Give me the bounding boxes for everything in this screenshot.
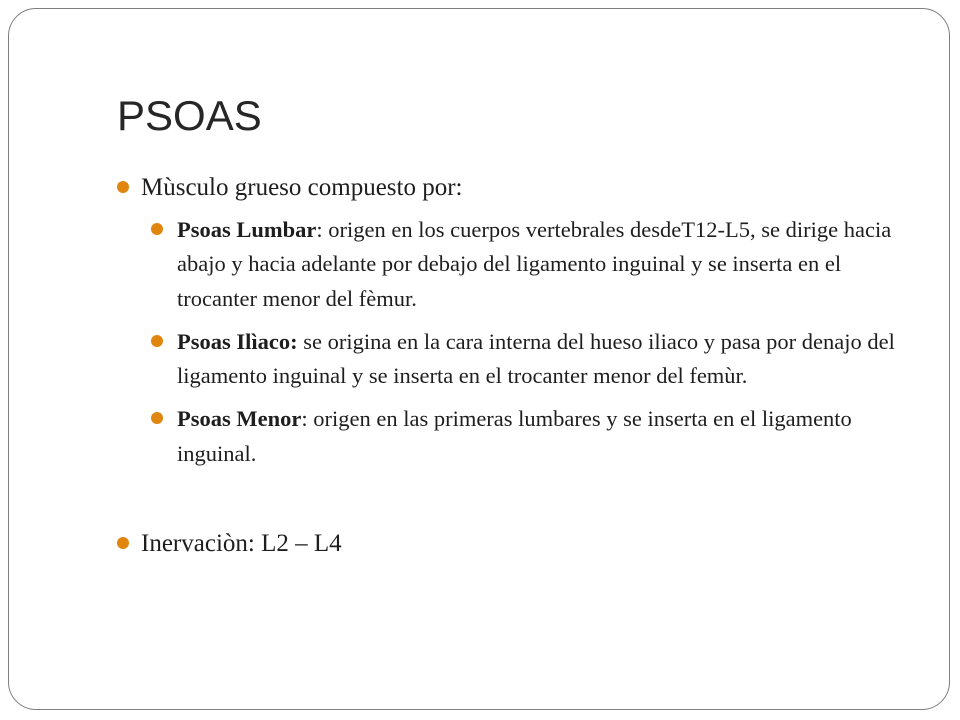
bullet-dot-icon xyxy=(117,537,129,549)
bullet-dot-icon xyxy=(151,223,163,235)
bullet-psoas-lumbar xyxy=(117,213,907,317)
bullet-psoas-iliaco xyxy=(117,325,907,394)
psoas-menor-term: Psoas Menor xyxy=(177,405,302,431)
psoas-menor-text: : origen en las primeras lumbares y se inserta en el ligamento inguinal. xyxy=(177,405,852,466)
psoas-iliaco-term: Psoas Ilìaco: xyxy=(177,328,298,354)
psoas-lumbar-text: : origen en los cuerpos vertebrales desdeT12-L5, se dirige hacia abajo y hacia adelante por debajo del ligamento inguinal y se inserta en el trocanter menor del fèmur. xyxy=(177,216,892,312)
bullet-dot-icon xyxy=(117,181,129,193)
bullet-dot-icon xyxy=(151,412,163,424)
bullet-inervacion xyxy=(117,527,907,561)
bullet-inervacion-text: Inervaciòn: L2 – L4 xyxy=(141,530,342,558)
psoas-lumbar-term: Psoas Lumbar xyxy=(177,216,317,242)
slide-frame xyxy=(8,8,950,710)
psoas-iliaco-text: se origina en la cara interna del hueso iliaco y pasa por denajo del ligamento inguinal y se inserta en el trocanter menor del femùr. xyxy=(177,328,895,389)
bullet-psoas-menor xyxy=(117,402,907,471)
bullet-composition-text: Mùsculo grueso compuesto por: xyxy=(141,174,463,201)
slide-content xyxy=(117,171,907,561)
bullet-composition xyxy=(117,171,907,205)
slide-title: PSOAS xyxy=(117,92,262,139)
bullet-dot-icon xyxy=(151,335,163,347)
